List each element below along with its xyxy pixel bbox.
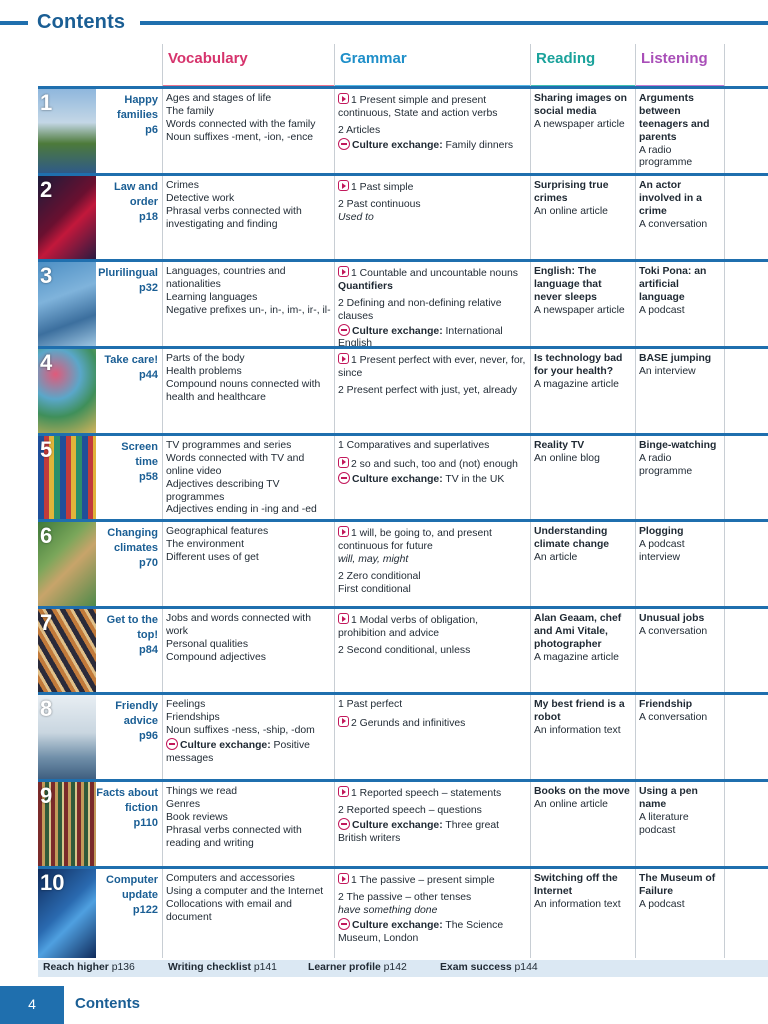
footer-link-page: p144 [514,962,538,973]
vocab-item: Words connected with the family [166,118,316,130]
unit-image-7 [38,609,96,692]
grammar-item: 1 Past perfect [338,699,403,710]
footer-link-learner-profile[interactable] [308,962,407,973]
grammar-item: 1 Present simple and present continuous, State and action verbs [338,95,498,119]
unit-image-9 [38,782,96,866]
culture-exchange-icon [338,138,350,150]
grammar-item: Family dinners [445,139,514,151]
vocab-item: Geographical features [166,526,269,537]
culture-exchange-label: Culture exchange: [180,739,271,751]
page-number: 4 [0,986,64,1024]
listening-cell [635,176,725,259]
vocab-item: TV programmes and series [166,440,292,451]
header-listening-label: Listening [641,50,708,67]
reading-type: An online blog [534,452,600,464]
listening-cell [635,869,725,958]
unit-link-3[interactable] [96,262,162,346]
listening-title: Plogging [639,526,684,537]
vocab-item: Phrasal verbs connected with investigating and finding [166,205,302,230]
unit-row-7 [38,606,768,692]
reading-type: An information text [534,724,621,736]
vocab-item: Things we read [166,786,238,797]
vocab-item: Genres [166,798,201,810]
grammar-item: 2 Present perfect with just, yet, already [338,384,518,396]
header-grammar-label: Grammar [340,50,407,67]
vocab-cell [162,869,334,958]
reading-type: A newspaper article [534,304,625,316]
listening-cell [635,89,725,173]
header-vocabulary-label: Vocabulary [168,50,248,67]
vocab-item: The environment [166,538,244,550]
listening-type: A literature podcast [639,811,689,836]
unit-number: 3 [40,263,53,288]
footer-link-page: p142 [383,962,407,973]
reading-title: Understanding climate change [534,526,610,550]
listening-type: A radio programme [639,144,693,169]
vocab-cell [162,262,334,346]
listening-title: Arguments between teenagers and parents [639,93,710,143]
grammar-item: 2 Reported speech – questions [338,804,482,816]
grammar-item: The Science Museum, London [338,919,504,944]
unit-row-9 [38,779,768,866]
listening-type: A podcast [639,898,685,910]
reading-cell [530,262,635,346]
header-vocabulary [162,44,334,88]
unit-title: Happy families [117,94,158,121]
grammar-item: 1 Reported speech – statements [351,788,502,799]
vocab-item: Adjectives describing TV programmes [166,478,280,503]
unit-link-7[interactable] [96,609,162,692]
vocab-item: Adjectives ending in -ing and -ed [166,504,317,516]
grammar-cell [334,176,530,259]
vocab-item: The family [166,105,214,117]
title-bar [0,0,768,44]
listening-title: Unusual jobs [639,613,705,624]
unit-page: p96 [139,729,158,742]
page-footer-label: Contents [75,995,140,1012]
unit-number: 10 [40,870,65,895]
video-play-icon[interactable] [338,526,349,537]
culture-exchange-icon [338,818,350,830]
unit-title: Screen time [121,441,158,468]
reading-title: Sharing images on social media [534,93,627,117]
unit-link-1[interactable] [96,89,162,173]
culture-exchange-label: Culture exchange: [352,919,443,931]
title-rule-right [140,21,768,25]
grammar-item: 2 Articles [338,124,381,136]
grammar-item: 1 Present perfect with ever, never, for, since [338,355,526,379]
reading-title: Books on the move [534,786,630,797]
grammar-item: 2 so and such, too and (not) enough [351,458,518,470]
grammar-cell [334,782,530,866]
reading-cell [530,695,635,779]
reading-cell [530,869,635,958]
culture-exchange-icon [166,738,178,750]
grammar-item: 1 Comparatives and superlatives [338,440,490,451]
vocab-item: Health problems [166,365,242,377]
listening-type: An interview [639,365,696,377]
grammar-cell [334,262,530,350]
grammar-item: Quantifiers [338,280,393,292]
unit-link-5[interactable] [96,436,162,519]
grammar-item: have something done [338,904,438,916]
grammar-item: TV in the UK [445,473,505,485]
footer-link-page: p136 [111,962,135,973]
vocab-item: Crimes [166,180,199,191]
reading-title: My best friend is a robot [534,699,625,723]
listening-cell [635,609,725,692]
unit-number: 8 [40,696,53,721]
vocab-item: Learning languages [166,291,258,303]
footer-link-writing-checklist[interactable] [168,962,277,973]
unit-page: p70 [139,556,158,569]
vocab-cell [162,436,334,519]
unit-row-4 [38,346,768,433]
reading-title: Reality TV [534,440,585,451]
vocab-item: Languages, countries and nationalities [166,266,286,290]
footer-link-reach-higher[interactable] [43,962,135,973]
unit-page: p84 [139,643,158,656]
vocab-item: Noun suffixes -ness, -ship, -dom [166,724,315,736]
culture-exchange-label: Culture exchange: [352,139,443,151]
video-play-icon[interactable] [338,716,349,727]
grammar-item: International English [338,325,503,350]
unit-link-4[interactable] [96,349,162,433]
listening-cell [635,262,725,346]
grammar-item: 1 Modal verbs of obligation, prohibition and advice [338,615,479,639]
vocab-item: Negative prefixes un-, in-, im-, ir-, il- [166,304,331,316]
reading-cell [530,89,635,173]
listening-type: A podcast interview [639,538,685,563]
unit-row-6 [38,519,768,606]
unit-image-6 [38,522,96,606]
footer-link-page: p141 [253,962,277,973]
vocab-item: Phrasal verbs connected with reading and writing [166,824,302,849]
header-row [38,44,768,88]
listening-cell [635,349,725,433]
header-listening [635,44,725,88]
vocab-item: Different uses of get [166,551,259,563]
footer-link-label: Writing checklist [168,962,251,973]
culture-exchange-label: Culture exchange: [352,473,443,485]
unit-page: p122 [132,903,158,916]
vocab-cell [162,349,334,433]
grammar-cell [334,522,530,606]
unit-number: 1 [40,90,53,115]
listening-type: A conversation [639,711,708,723]
reading-cell [530,522,635,606]
unit-row-10 [38,866,768,958]
culture-exchange-label: Culture exchange: [352,819,443,831]
vocab-item: Compound adjectives [166,651,266,663]
vocab-cell [162,89,334,173]
grammar-item: 2 Defining and non-defining relative clauses [338,297,502,322]
listening-cell [635,695,725,779]
unit-row-1 [38,86,768,173]
unit-page: p110 [133,816,158,829]
reading-cell [530,349,635,433]
grammar-item: 2 Zero conditional [338,570,421,582]
video-play-icon[interactable] [338,93,349,104]
page-title: Contents [37,11,126,33]
grammar-item: 1 The passive – present simple [351,875,495,886]
video-play-icon[interactable] [338,353,349,364]
video-play-icon[interactable] [338,266,349,277]
grammar-item: 2 Second conditional, unless [338,644,471,656]
footer-link-label: Learner profile [308,962,381,973]
unit-link-8[interactable] [96,695,162,779]
grammar-item: 1 will, be going to, and present continuous for future [338,528,492,552]
listening-type: A conversation [639,625,708,637]
unit-page: p6 [145,123,158,136]
unit-number: 6 [40,523,53,548]
unit-image-5 [38,436,96,519]
reference-links-strip [38,960,768,977]
unit-title: Changing climates [107,527,158,554]
reading-type: A magazine article [534,378,619,390]
reading-title: Surprising true crimes [534,180,609,204]
vocab-item: Words connected with TV and online video [166,452,305,477]
video-play-icon[interactable] [338,873,349,884]
video-play-icon[interactable] [338,457,349,468]
reading-type: An information text [534,898,621,910]
listening-cell [635,436,725,519]
header-reading-label: Reading [536,50,596,67]
vocab-item: Parts of the body [166,353,245,364]
footer-link-label: Exam success [440,962,512,973]
reading-type: An article [534,551,578,563]
unit-title: Friendly advice [115,700,158,727]
unit-row-2 [38,173,768,259]
unit-page: p58 [139,470,158,483]
video-play-icon[interactable] [338,180,349,191]
video-play-icon[interactable] [338,786,349,797]
unit-number: 5 [40,437,53,462]
culture-exchange-icon [338,918,350,930]
listening-title: Toki Pona: an artificial language [639,266,707,303]
unit-link-9[interactable] [96,782,162,866]
unit-title: Plurilingual [98,267,158,279]
listening-title: An actor involved in a crime [639,180,702,217]
grammar-item: will, may, might [338,553,409,565]
reading-title: Is technology bad for your health? [534,353,623,377]
grammar-cell [334,89,530,173]
listening-title: Binge-watching [639,440,717,451]
grammar-cell [334,869,530,958]
culture-exchange-icon [338,472,350,484]
culture-exchange-icon [338,324,350,336]
unit-image-4 [38,349,96,433]
title-rule-left [0,21,28,25]
unit-number: 7 [40,610,53,635]
vocab-cell [162,695,334,779]
culture-exchange-label: Culture exchange: [352,325,443,337]
contents-table [38,44,768,944]
reading-cell [530,176,635,259]
listening-cell [635,782,725,866]
unit-link-2[interactable] [96,176,162,259]
vocab-item: Personal qualities [166,638,249,650]
unit-link-6[interactable] [96,522,162,606]
unit-page: p18 [139,210,158,223]
reading-cell [530,436,635,519]
reading-title: English: The language that never sleeps [534,266,602,303]
vocab-item: Friendships [166,711,220,723]
grammar-item: 2 Past continuous [338,198,421,210]
video-play-icon[interactable] [338,613,349,624]
header-grammar [334,44,530,88]
vocab-cell [162,176,334,259]
footer-link-exam-success[interactable] [440,962,538,973]
unit-page: p44 [139,368,158,381]
vocab-item: Book reviews [166,811,228,823]
vocab-cell [162,522,334,606]
reading-type: A newspaper article [534,118,625,130]
listening-title: The Museum of Failure [639,873,716,897]
vocab-item: Ages and stages of life [166,93,272,104]
vocab-item: Feelings [166,699,206,710]
reading-title: Switching off the Internet [534,873,618,897]
unit-title: Get to the top! [106,614,158,641]
unit-row-3 [38,259,768,350]
listening-type: A radio programme [639,452,693,477]
grammar-item: 2 Gerunds and infinitives [351,717,466,729]
listening-type: A conversation [639,218,708,230]
unit-image-8 [38,695,96,779]
unit-row-5 [38,433,768,519]
listening-cell [635,522,725,606]
vocab-item: Using a computer and the Internet [166,885,324,897]
vocab-item: Jobs and words connected with work [166,613,311,637]
unit-page: p32 [139,281,158,294]
vocab-item: Collocations with email and document [166,898,292,923]
listening-title: Using a pen name [639,786,698,810]
vocab-item: Computers and accessories [166,873,295,884]
vocab-cell [162,609,334,692]
unit-image-1 [38,89,96,173]
unit-title: Law and order [113,181,158,208]
reading-type: A magazine article [534,651,619,663]
unit-row-8 [38,692,768,779]
footer-link-label: Reach higher [43,962,109,973]
vocab-item: Detective work [166,192,235,204]
listening-title: BASE jumping [639,353,712,364]
grammar-item: Three great British writers [338,819,500,844]
reading-type: An online article [534,205,608,217]
vocab-item: Positive messages [166,739,310,764]
grammar-item: Used to [338,211,374,223]
unit-number: 4 [40,350,53,375]
unit-image-2 [38,176,96,259]
reading-cell [530,609,635,692]
vocab-item: Noun suffixes -ment, -ion, -ence [166,131,314,143]
grammar-item: First conditional [338,583,411,595]
unit-image-10 [38,869,96,958]
grammar-item: 1 Past simple [351,182,414,193]
grammar-cell [334,609,530,692]
reading-type: An online article [534,798,608,810]
unit-image-3 [38,262,96,346]
unit-link-10[interactable] [96,869,162,958]
grammar-cell [334,695,530,779]
grammar-cell [334,436,530,519]
unit-number: 2 [40,177,53,202]
listening-type: A podcast [639,304,685,316]
unit-title: Facts about fiction [96,787,158,814]
grammar-item: 1 Countable and uncountable nouns [351,268,518,279]
grammar-item: 2 The passive – other tenses [338,891,472,903]
grammar-cell [334,349,530,433]
reading-cell [530,782,635,866]
unit-number: 9 [40,783,53,808]
header-reading [530,44,635,88]
listening-title: Friendship [639,699,693,710]
unit-title: Take care! [104,354,158,366]
reading-title: Alan Geaam, chef and Ami Vitale, photographer [534,613,622,650]
unit-title: Computer update [106,874,158,901]
vocab-item: Compound nouns connected with health and healthcare [166,378,321,403]
vocab-cell [162,782,334,866]
